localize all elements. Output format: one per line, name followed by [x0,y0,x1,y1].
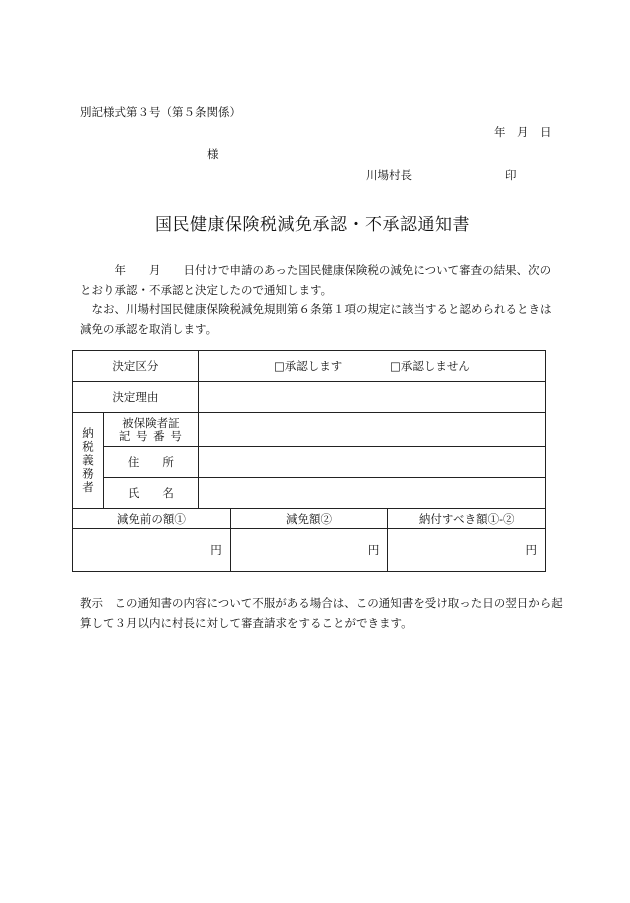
appeal-notice: 教示 この通知書の内容について不服がある場合は、この通知書を受け取った日の翌日から起算して３月以内に村長に対して審査請求をすることができます。 [80,596,563,630]
address-label: 住 所 [127,455,174,469]
decision-label: 決定区分 [112,359,159,373]
yen-unit: 円 [367,543,380,557]
reduction-amount-field[interactable] [230,529,388,572]
yen-unit: 円 [210,543,222,557]
decision-options-cell [198,351,545,382]
name-field[interactable] [198,478,545,509]
recipient-suffix: 様 [207,147,219,161]
insured-number-label-cell [103,413,198,447]
before-amount-header [73,509,231,529]
yen-unit: 円 [525,543,537,557]
reduction-amount-label: 減免額② [286,511,332,526]
reason-label: 決定理由 [112,390,159,404]
taxpayer-label-cell [73,413,104,509]
name-label: 氏 名 [127,486,174,500]
body-paragraphs [80,261,560,339]
reason-label-cell [73,382,199,413]
decision-label-cell [73,351,199,382]
name-label-cell [103,478,198,509]
approve-checkbox[interactable]: □承認します [273,359,343,373]
insured-number-label-line1: 被保険者証 [122,415,180,430]
insured-number-field[interactable] [198,413,545,447]
payable-amount-field[interactable] [388,529,546,572]
insured-number-label-line2: 記 号 番 号 [118,428,183,443]
body-paragraph-2: なお、川場村国民健康保険税減免規則第６条第１項の規定に該当すると認められるときは減免の承認を取消します。 [80,302,552,336]
taxpayer-label: 納税義務者 [80,426,95,495]
before-amount-field[interactable] [73,529,231,572]
decision-table [72,350,546,572]
before-amount-label: 減免前の額① [116,511,186,526]
reason-field[interactable] [198,382,545,413]
reduction-amount-header [230,509,388,529]
date-line: 年 月 日 [494,125,552,139]
payable-amount-header [388,509,546,529]
body-paragraph-1: 年 月 日付けで申請のあった国民健康保険税の減免について審査の結果、次のとおり承認・不承認と決定したので通知します。 [80,263,552,297]
address-label-cell [103,447,198,478]
form-number: 別記様式第３号（第５条関係） [80,105,241,119]
seal-mark: 印 [505,168,517,182]
issuer-name: 川場村長 [366,168,412,182]
payable-amount-label: 納付すべき額①-② [418,511,515,526]
address-field[interactable] [198,447,545,478]
reject-checkbox[interactable]: □承認しません [389,359,470,373]
document-title: 国民健康保険税減免承認・不承認通知書 [155,215,470,235]
